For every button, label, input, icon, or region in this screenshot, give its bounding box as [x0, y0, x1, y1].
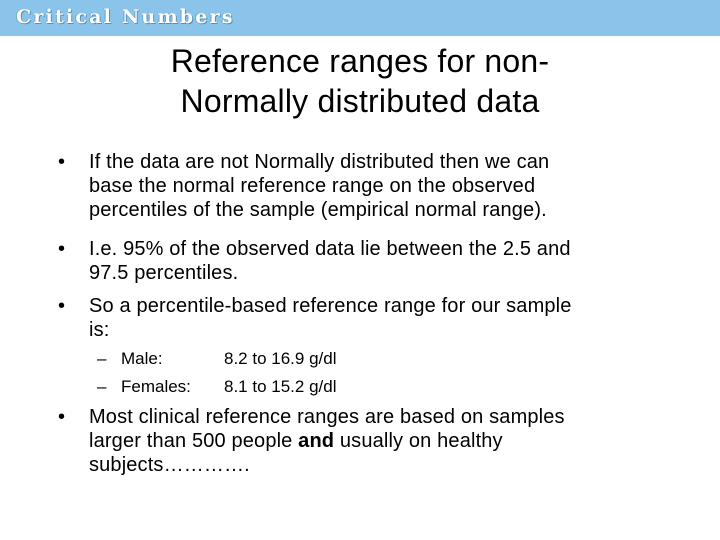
bullet-item-3 — [89, 294, 689, 342]
bullet-item-2 — [89, 237, 689, 285]
bullet-4-line-3: subjects…………. — [89, 454, 250, 476]
sub-dash-marker: – — [97, 377, 107, 396]
title-line-1: Reference ranges for non- — [170, 43, 550, 79]
banner-title: Critical Numbers — [16, 6, 235, 28]
sub-dash-marker: – — [97, 349, 107, 368]
bullet-4-line-2 — [89, 429, 689, 453]
bullet-1-line-2: base the normal reference range on the observed — [89, 175, 536, 197]
bullet-4-line-1: Most clinical reference ranges are based on samples — [89, 406, 565, 428]
bullet-3-line-2: is: — [89, 319, 110, 341]
bullet-2-line-1: I.e. 95% of the observed data lie between the 2.5 and — [89, 238, 571, 260]
bullet-4-line-2-end: usually on healthy — [334, 430, 503, 452]
range-label-females: Females: — [121, 377, 191, 396]
bullet-item-1 — [89, 150, 689, 222]
range-value-male: 8.2 to 16.9 g/dl — [224, 349, 337, 368]
bullet-2-line-2: 97.5 percentiles. — [89, 262, 239, 284]
bold-and-text: and — [298, 430, 335, 452]
bullet-marker: • — [58, 238, 66, 260]
bullet-marker: • — [58, 295, 66, 317]
bullet-4-line-2-start: larger than 500 people — [89, 430, 299, 452]
bullet-marker: • — [58, 151, 66, 173]
title-line-2: Normally distributed data — [180, 83, 540, 119]
range-value-females: 8.1 to 15.2 g/dl — [224, 377, 337, 396]
bullet-3-line-1: So a percentile-based reference range for our sample — [89, 295, 572, 317]
bullet-marker: • — [58, 406, 66, 428]
bullet-1-line-3: percentiles of the sample (empirical normal range). — [89, 199, 547, 221]
range-label-male: Male: — [121, 349, 163, 368]
bullet-1-line-1: If the data are not Normally distributed then we can — [89, 151, 550, 173]
bullet-item-4 — [89, 405, 689, 477]
